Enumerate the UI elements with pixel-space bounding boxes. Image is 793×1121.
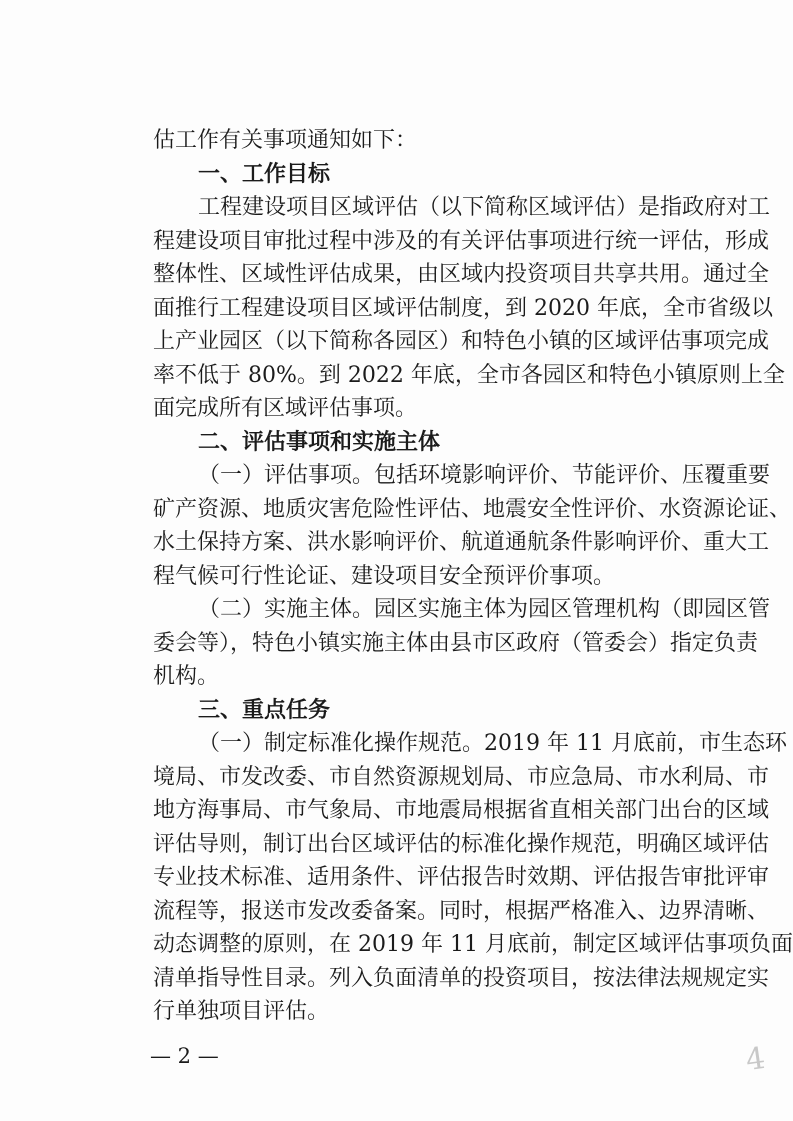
- paragraph-line: 水土保持方案、洪水影响评价、航道通航条件影响评价、重大工: [153, 530, 770, 555]
- paragraph-line: （二）实施主体。园区实施主体为园区管理机构（即园区管: [198, 597, 771, 622]
- paragraph-line: 上产业园区（以下简称各园区）和特色小镇的区域评估事项完成: [153, 329, 770, 354]
- paragraph-line: 动态调整的原则，在 2019 年 11 月底前，制定区域评估事项负面: [153, 932, 793, 957]
- section-heading-goals: 一、工作目标: [198, 160, 331, 187]
- paragraph-line: 清单指导性目录。列入负面清单的投资项目，按法律法规规定实: [153, 965, 770, 991]
- paragraph-line: 流程等，报送市发改委备案。同时，根据严格准入、边界清晰、: [153, 898, 770, 924]
- paragraph-line: 境局、市发改委、市自然资源规划局、市应急局、市水利局、市: [153, 764, 770, 790]
- paragraph-line: 整体性、区域性评估成果，由区域内投资项目共享共用。通过全: [153, 262, 770, 287]
- paragraph-line: 矿产资源、地质灾害危险性评估、地震安全性评价、水资源论证、: [153, 496, 792, 522]
- handwritten-mark: 4: [743, 1040, 768, 1078]
- section-heading-tasks: 三、重点任务: [198, 696, 331, 723]
- paragraph-line: 面完成所有区域评估事项。: [153, 396, 418, 421]
- paragraph-line: （一）制定标准化操作规范。2019 年 11 月底前，市生态环: [198, 731, 787, 756]
- paragraph-line: 率不低于 80%。到 2022 年底，全市各园区和特色小镇原则上全: [153, 362, 785, 388]
- section-heading-items: 二、评估事项和实施主体: [198, 428, 441, 455]
- body-line: 估工作有关事项通知如下：: [153, 128, 418, 153]
- paragraph-line: 专业技术标准、适用条件、评估报告时效期、评估报告审批评审: [153, 865, 770, 890]
- paragraph-line: （一）评估事项。包括环境影响评价、节能评价、压覆重要: [198, 463, 771, 488]
- paragraph-line: 工程建设项目区域评估（以下简称区域评估）是指政府对工: [198, 195, 771, 220]
- page-number: — 2 —: [150, 1043, 219, 1068]
- paragraph-line: 机构。: [153, 664, 220, 689]
- paragraph-line: 面推行工程建设项目区域评估制度，到 2020 年底，全市省级以: [153, 295, 773, 321]
- paragraph-line: 程建设项目审批过程中涉及的有关评估事项进行统一评估，形成: [153, 228, 770, 254]
- paragraph-line: 评估导则，制订出台区域评估的标准化操作规范，明确区域评估: [153, 831, 770, 857]
- paragraph-line: 地方海事局、市气象局、市地震局根据省直相关部门出台的区域: [153, 798, 770, 823]
- paragraph-line: 行单独项目评估。: [153, 999, 330, 1024]
- paragraph-line: 委会等），特色小镇实施主体由县市区政府（管委会）指定负责: [153, 630, 759, 656]
- paragraph-line: 程气候可行性论证、建设项目安全预评价事项。: [153, 563, 616, 589]
